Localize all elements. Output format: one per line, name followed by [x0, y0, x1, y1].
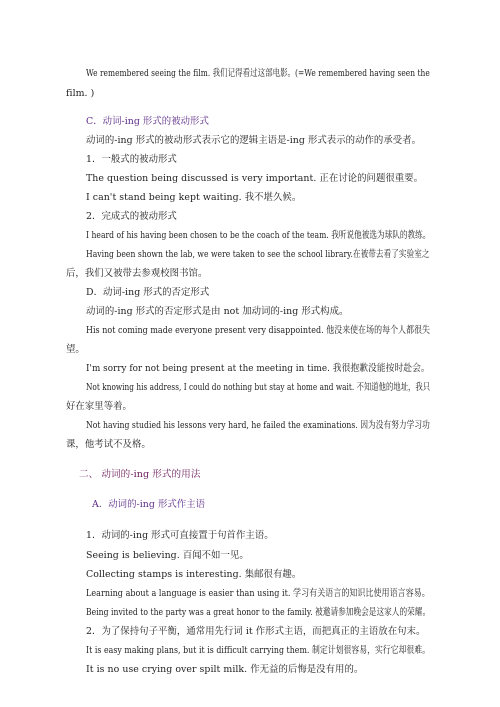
- list-heading: 2．完成式的被动形式: [86, 211, 177, 222]
- example-sentence: Seeing is believing. 百闻不如一见。: [86, 550, 249, 561]
- example-sentence: Learning about a language is easier than using it. 学习有关语言的知识比使用语言容易。: [86, 588, 430, 599]
- section-heading: 二、 动词的-ing 形式的用法: [79, 469, 201, 480]
- text-line: 好在家里等着。: [66, 401, 132, 412]
- text-line: We remembered seeing the film. 我们记得看过这部电影。(=We remembered having seen the: [86, 68, 430, 79]
- text-line: 望。: [66, 344, 85, 355]
- list-heading: 1．动词的-ing 形式可直接置于句首作主语。: [86, 530, 274, 541]
- example-sentence: I heard of his having been chosen to be the coach of the team. 我听说他被选为球队的教练。: [86, 230, 431, 241]
- example-sentence: I'm sorry for not being present at the meeting in time. 我很抱歉没能按时赴会。: [86, 363, 430, 374]
- text-line: 课，他考试不及格。: [66, 439, 151, 450]
- example-sentence: Being invited to the party was a great honor to the family. 被邀请参加晚会是这家人的荣耀。: [86, 607, 431, 618]
- example-sentence: Collecting stamps is interesting. 集邮很有趣。: [86, 569, 302, 580]
- example-sentence: Not knowing his address, I could do nothing but stay at home and wait. 不知道他的地址，我只: [86, 382, 431, 393]
- subsection-heading-c: C．动词-ing 形式的被动形式: [86, 116, 209, 127]
- subsection-heading-a: A．动词的-ing 形式作主语: [92, 499, 206, 510]
- example-sentence: Not having studied his lessons very hard, he failed the examinations. 因为没有努力学习功: [86, 420, 430, 431]
- list-heading: 1．一般式的被动形式: [86, 154, 177, 165]
- list-heading: 2．为了保持句子平衡，通常用先行词 it 作形式主语，而把真正的主语放在句末。: [86, 626, 426, 637]
- example-sentence: His not coming made everyone present very disappointed. 他没来使在场的每个人都很失: [86, 325, 431, 336]
- example-sentence: It is easy making plans, but it is difficult carrying them. 制定计划很容易，实行它却很难。: [86, 645, 431, 656]
- subsection-heading-d: D．动词-ing 形式的否定形式: [86, 287, 210, 298]
- text-line: 动词的-ing 形式的否定形式是由 not 加动词的-ing 形式构成。: [86, 306, 349, 317]
- example-sentence: Having been shown the lab, we were taken to see the school library.在被带去看了实验室之: [86, 249, 430, 260]
- text-line: film. ): [66, 88, 95, 99]
- text-line: 动词的-ing 形式的被动形式表示它的逻辑主语是-ing 形式表示的动作的承受者。: [86, 135, 422, 146]
- example-sentence: It is no use crying over spilt milk. 作无益的后悔是没有用的。: [86, 664, 364, 675]
- example-sentence: The question being discussed is very important. 正在讨论的问题很重要。: [86, 173, 424, 184]
- example-sentence: I can't stand being kept waiting. 我不堪久候。: [86, 192, 302, 203]
- text-line: 后，我们又被带去参观校图书馆。: [66, 268, 208, 279]
